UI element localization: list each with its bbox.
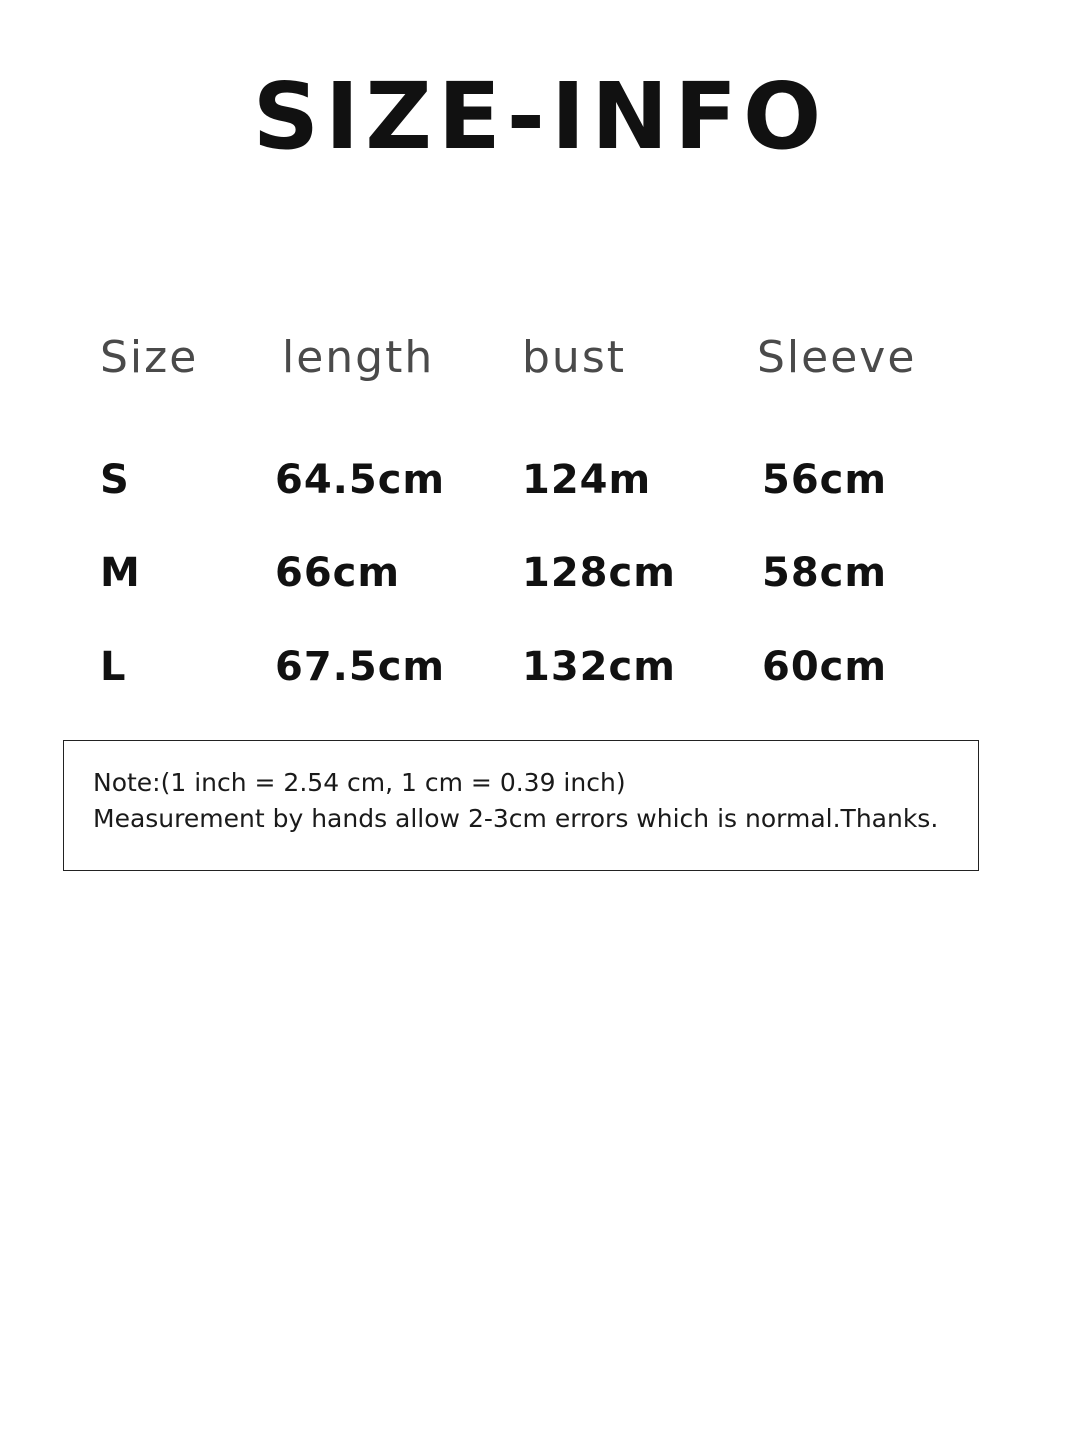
row-m-bust: 128cm (522, 550, 676, 596)
row-l-sleeve: 60cm (762, 644, 888, 690)
row-l-length: 67.5cm (275, 644, 446, 690)
row-l-size: L (100, 644, 127, 690)
page-title: SIZE-INFO (252, 63, 828, 170)
row-m-size: M (100, 550, 141, 596)
note-conversion: Note:(1 inch = 2.54 cm, 1 cm = 0.39 inch) (93, 768, 626, 797)
header-size: Size (100, 332, 199, 383)
note-box (63, 740, 979, 871)
note-measurement: Measurement by hands allow 2-3cm errors which is normal.Thanks. (93, 804, 939, 833)
header-length: length (282, 332, 435, 383)
row-l-bust: 132cm (522, 644, 676, 690)
row-s-sleeve: 56cm (762, 457, 888, 503)
row-m-length: 66cm (275, 550, 401, 596)
header-bust: bust (522, 332, 626, 383)
row-s-length: 64.5cm (275, 457, 446, 503)
row-m-sleeve: 58cm (762, 550, 888, 596)
header-sleeve: Sleeve (757, 332, 917, 383)
row-s-size: S (100, 457, 130, 503)
row-s-bust: 124m (522, 457, 652, 503)
